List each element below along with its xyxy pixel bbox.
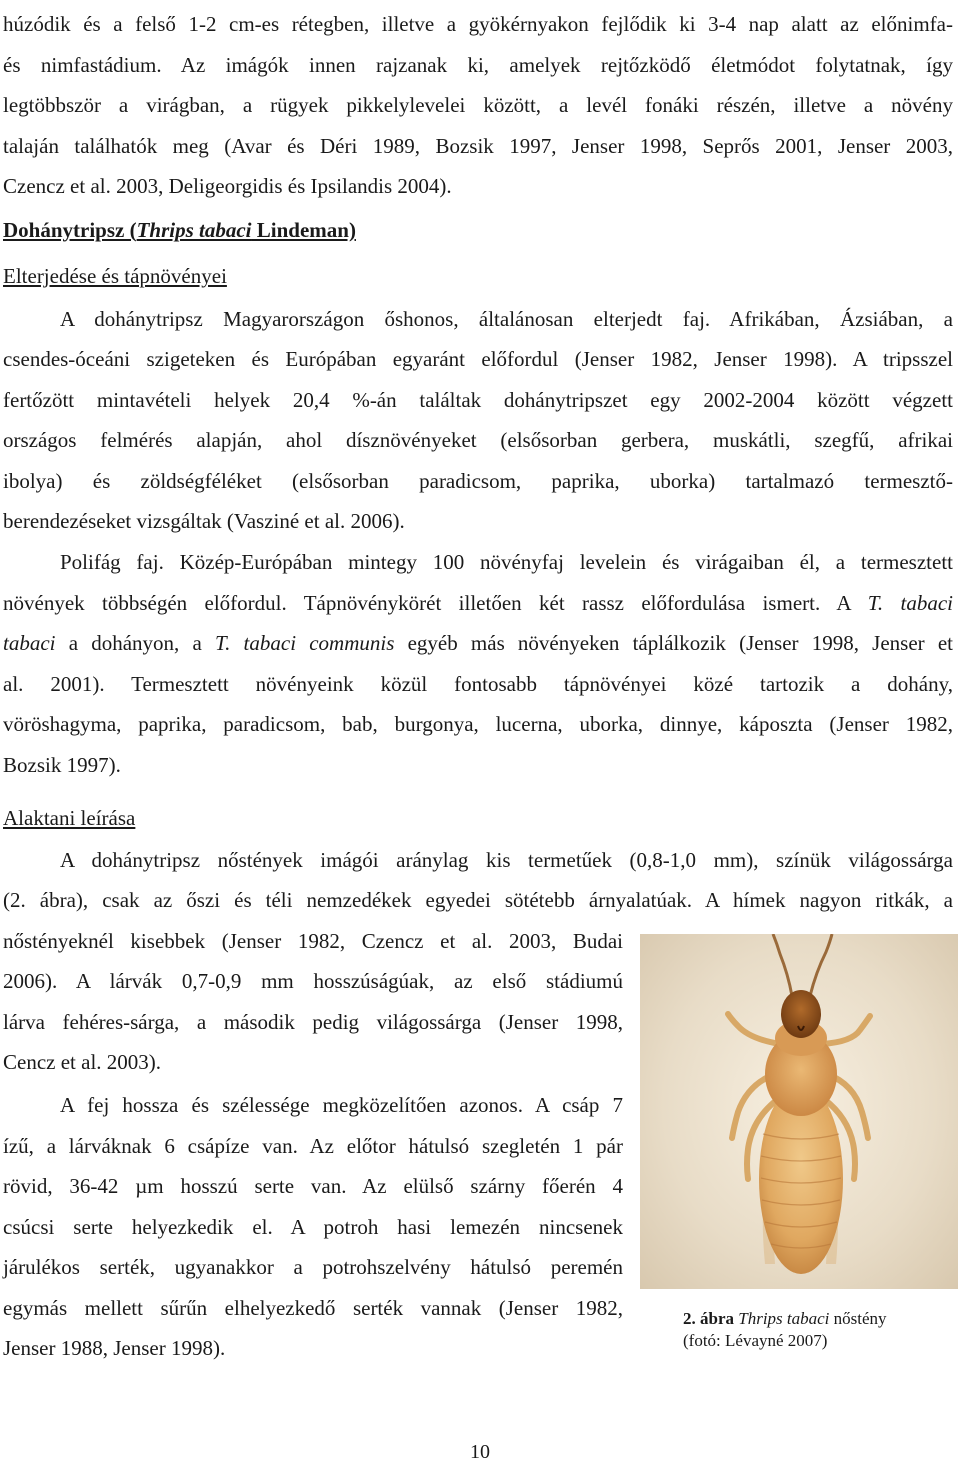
text-line: ízű, a lárváknak 6 csápíze van. Az előtor hátulsó szegletén 1 pár bbox=[3, 1134, 623, 1158]
text-line: országos felmérés alapján, ahol dísznövényeket (elsősorban gerbera, muskátli, szegfű, afrikai bbox=[3, 428, 953, 452]
text-line: (2. ábra), csak az őszi és téli nemzedékek egyedei sötétebb árnyalatúak. A hímek nagyon ritkák, a bbox=[3, 888, 953, 912]
caption-label: 2. ábra bbox=[683, 1309, 734, 1328]
text-line: vöröshagyma, paprika, paradicsom, bab, burgonya, lucerna, uborka, dinnye, káposzta (Jenser 1982, bbox=[3, 712, 953, 736]
species-name: tabaci bbox=[3, 631, 56, 655]
text-line: rövid, 36-42 µm hosszú serte van. Az elülső szárny főerén 4 bbox=[3, 1174, 623, 1198]
subheading-morphology: Alaktani leírása bbox=[3, 806, 136, 830]
text-line: fertőzött mintavételi helyek 20,4 %-án találtak dohánytripszet egy 2002-2004 között végzett bbox=[3, 388, 953, 412]
text-line: talaján találhatók meg (Avar és Déri 1989, Bozsik 1997, Jenser 1998, Seprős 2001, Jenser 2003, bbox=[3, 134, 953, 158]
caption-species: Thrips tabaci bbox=[738, 1309, 830, 1328]
text-line: berendezéseket vizsgáltak (Vasziné et al. 2006). bbox=[3, 509, 405, 533]
text-span: növények többségén előfordul. Tápnövénykörét illetően két rassz előfordulása ismert. A bbox=[3, 591, 868, 615]
text-line: Czencz et al. 2003, Deligeorgidis és Ipsilandis 2004). bbox=[3, 174, 452, 198]
text-span: a dohányon, a bbox=[55, 631, 215, 655]
text-line: és nimfastádium. Az imágók innen rajzanak ki, amelyek rejtőzködő életmódot folytatnak, így bbox=[3, 53, 953, 77]
heading-text: Lindeman) bbox=[251, 218, 356, 242]
subheading-distribution: Elterjedése és tápnövényei bbox=[3, 264, 227, 288]
caption-credit: (fotó: Lévayné 2007) bbox=[683, 1331, 828, 1350]
text-line: al. 2001). Termesztett növényeink közül fontosabb tápnövényei közé tartozik a dohány, bbox=[3, 672, 953, 696]
text-span: egyéb más növényeken táplálkozik (Jenser 1998, Jenser et bbox=[394, 631, 953, 655]
text-line: A fej hossza és szélessége megközelítően azonos. A csáp 7 bbox=[60, 1093, 623, 1117]
text-line: Bozsik 1997). bbox=[3, 753, 121, 777]
text-line: egymás mellett sűrűn elhelyezkedő serték vannak (Jenser 1982, bbox=[3, 1296, 623, 1320]
text-line: 2006). A lárvák 0,7-0,9 mm hosszúságúak, az első stádiumú bbox=[3, 969, 623, 993]
text-line: ibolya) és zöldségféléket (elsősorban paradicsom, paprika, uborka) tartalmazó termesztő- bbox=[3, 469, 953, 493]
text-line: Cencz et al. 2003). bbox=[3, 1050, 162, 1074]
species-name: T. tabaci bbox=[867, 591, 953, 615]
text-line: húzódik és a felső 1-2 cm-es rétegben, illetve a gyökérnyakon fejlődik ki 3-4 nap alatt az előnimfa- bbox=[3, 12, 953, 36]
heading-text: Dohánytripsz ( bbox=[3, 218, 137, 242]
caption-text: nőstény bbox=[829, 1309, 887, 1328]
section-heading bbox=[3, 216, 953, 244]
text-line: járulékos serték, ugyanakkor a potrohszelvény hátulsó peremén bbox=[3, 1255, 623, 1279]
page-number: 10 bbox=[470, 1441, 490, 1463]
text-line: A dohánytripsz Magyarországon őshonos, általánosan elterjedt faj. Afrikában, Ázsiában, a bbox=[60, 307, 953, 331]
caption-line bbox=[683, 1308, 953, 1330]
thrips-photo bbox=[640, 934, 958, 1289]
figure-caption bbox=[683, 1308, 953, 1352]
text-line: legtöbbször a virágban, a rügyek pikkelylevelei között, a levél fonáki részén, illetve a növény bbox=[3, 93, 953, 117]
text-line: Polifág faj. Közép-Európában mintegy 100 növényfaj levelein és virágaiban él, a termesztett bbox=[60, 550, 953, 574]
thrips-illustration bbox=[640, 934, 958, 1289]
text-line: csendes-óceáni szigeteken és Európában egyaránt előfordul (Jenser 1982, Jenser 1998). A tripsszel bbox=[3, 347, 953, 371]
text-line: A dohánytripsz nőstények imágói aránylag kis termetűek (0,8-1,0 mm), színük világossárga bbox=[60, 848, 953, 872]
species-name: T. tabaci communis bbox=[214, 631, 395, 655]
text-line: nőstényeknél kisebbek (Jenser 1982, Czencz et al. 2003, Budai bbox=[3, 929, 623, 953]
text-line: csúcsi serte helyezkedik el. A potroh hasi lemezén nincsenek bbox=[3, 1215, 623, 1239]
text-line bbox=[3, 589, 953, 617]
text-line: lárva fehéres-sárga, a második pedig világossárga (Jenser 1998, bbox=[3, 1010, 623, 1034]
text-line bbox=[3, 629, 953, 657]
heading-species: Thrips tabaci bbox=[136, 218, 252, 242]
text-line: Jenser 1988, Jenser 1998). bbox=[3, 1336, 226, 1360]
